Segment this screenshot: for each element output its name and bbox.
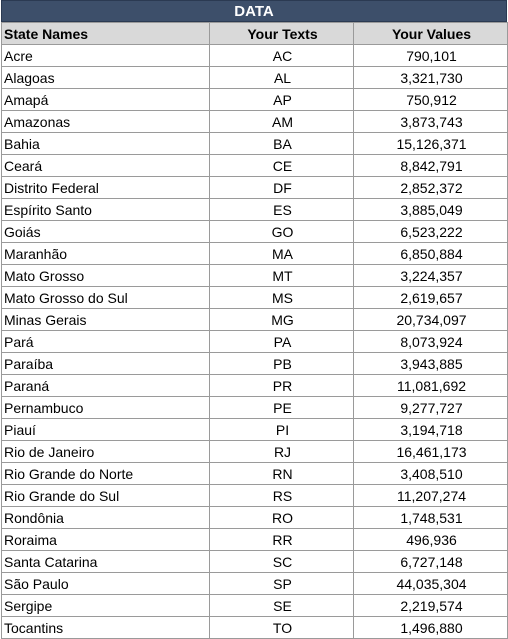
value-cell[interactable]: 790,101 [354, 45, 508, 67]
code-cell[interactable]: MS [210, 287, 354, 309]
value-cell[interactable]: 2,852,372 [354, 177, 508, 199]
state-cell[interactable]: Distrito Federal [2, 177, 210, 199]
value-cell[interactable]: 750,912 [354, 89, 508, 111]
code-cell[interactable]: AP [210, 89, 354, 111]
value-cell[interactable]: 15,126,371 [354, 133, 508, 155]
code-cell[interactable]: CE [210, 155, 354, 177]
header-row [2, 23, 508, 45]
value-cell[interactable]: 496,936 [354, 529, 508, 551]
table-row [2, 353, 508, 375]
code-cell[interactable]: ES [210, 199, 354, 221]
value-cell[interactable]: 8,842,791 [354, 155, 508, 177]
code-cell[interactable]: DF [210, 177, 354, 199]
state-cell[interactable]: Mato Grosso do Sul [2, 287, 210, 309]
table-row [2, 133, 508, 155]
code-cell[interactable]: PR [210, 375, 354, 397]
state-cell[interactable]: Goiás [2, 221, 210, 243]
code-cell[interactable]: SP [210, 573, 354, 595]
state-cell[interactable]: Roraima [2, 529, 210, 551]
value-cell[interactable]: 11,207,274 [354, 485, 508, 507]
code-cell[interactable]: RR [210, 529, 354, 551]
state-cell[interactable]: Sergipe [2, 595, 210, 617]
table-row [2, 243, 508, 265]
value-cell[interactable]: 2,219,574 [354, 595, 508, 617]
state-cell[interactable]: Rio Grande do Norte [2, 463, 210, 485]
code-cell[interactable]: MG [210, 309, 354, 331]
code-cell[interactable]: AM [210, 111, 354, 133]
state-cell[interactable]: Amazonas [2, 111, 210, 133]
code-cell[interactable]: SE [210, 595, 354, 617]
header-your-texts[interactable]: Your Texts [210, 23, 354, 45]
table-body [2, 45, 508, 639]
state-cell[interactable]: Ceará [2, 155, 210, 177]
state-cell[interactable]: Mato Grosso [2, 265, 210, 287]
table-row [2, 221, 508, 243]
value-cell[interactable]: 2,619,657 [354, 287, 508, 309]
code-cell[interactable]: SC [210, 551, 354, 573]
table-row [2, 617, 508, 639]
table-row [2, 111, 508, 133]
table-row [2, 67, 508, 89]
code-cell[interactable]: PA [210, 331, 354, 353]
state-cell[interactable]: São Paulo [2, 573, 210, 595]
table-row [2, 331, 508, 353]
code-cell[interactable]: PE [210, 397, 354, 419]
value-cell[interactable]: 8,073,924 [354, 331, 508, 353]
state-cell[interactable]: Tocantins [2, 617, 210, 639]
table-row [2, 485, 508, 507]
state-cell[interactable]: Santa Catarina [2, 551, 210, 573]
table-row [2, 265, 508, 287]
state-cell[interactable]: Paraíba [2, 353, 210, 375]
code-cell[interactable]: RJ [210, 441, 354, 463]
value-cell[interactable]: 3,885,049 [354, 199, 508, 221]
code-cell[interactable]: AL [210, 67, 354, 89]
table-row [2, 551, 508, 573]
code-cell[interactable]: RN [210, 463, 354, 485]
code-cell[interactable]: PB [210, 353, 354, 375]
table-row [2, 463, 508, 485]
state-cell[interactable]: Rondônia [2, 507, 210, 529]
table-row [2, 595, 508, 617]
table-row [2, 529, 508, 551]
state-cell[interactable]: Rio de Janeiro [2, 441, 210, 463]
value-cell[interactable]: 3,943,885 [354, 353, 508, 375]
state-cell[interactable]: Maranhão [2, 243, 210, 265]
value-cell[interactable]: 20,734,097 [354, 309, 508, 331]
table-row [2, 441, 508, 463]
table-row [2, 177, 508, 199]
table-row [2, 287, 508, 309]
code-cell[interactable]: MT [210, 265, 354, 287]
state-cell[interactable]: Amapá [2, 89, 210, 111]
state-cell[interactable]: Pernambuco [2, 397, 210, 419]
value-cell[interactable]: 11,081,692 [354, 375, 508, 397]
state-cell[interactable]: Acre [2, 45, 210, 67]
value-cell[interactable]: 3,408,510 [354, 463, 508, 485]
state-cell[interactable]: Paraná [2, 375, 210, 397]
table-row [2, 375, 508, 397]
value-cell[interactable]: 3,321,730 [354, 67, 508, 89]
table-row [2, 397, 508, 419]
data-sheet [1, 0, 507, 639]
code-cell[interactable]: RO [210, 507, 354, 529]
state-cell[interactable]: Pará [2, 331, 210, 353]
state-cell[interactable]: Bahia [2, 133, 210, 155]
table-row [2, 155, 508, 177]
code-cell[interactable]: GO [210, 221, 354, 243]
table-row [2, 507, 508, 529]
value-cell[interactable]: 3,194,718 [354, 419, 508, 441]
value-cell[interactable]: 3,224,357 [354, 265, 508, 287]
value-cell[interactable]: 1,496,880 [354, 617, 508, 639]
code-cell[interactable]: TO [210, 617, 354, 639]
state-cell[interactable]: Espírito Santo [2, 199, 210, 221]
value-cell[interactable]: 6,523,222 [354, 221, 508, 243]
state-cell[interactable]: Rio Grande do Sul [2, 485, 210, 507]
code-cell[interactable]: PI [210, 419, 354, 441]
header-state-names[interactable]: State Names [2, 23, 210, 45]
sheet-title: DATA [1, 0, 507, 22]
value-cell[interactable]: 44,035,304 [354, 573, 508, 595]
value-cell[interactable]: 6,727,148 [354, 551, 508, 573]
table-row [2, 309, 508, 331]
state-cell[interactable]: Piauí [2, 419, 210, 441]
value-cell[interactable]: 1,748,531 [354, 507, 508, 529]
value-cell[interactable]: 16,461,173 [354, 441, 508, 463]
data-table [1, 22, 508, 639]
header-your-values[interactable]: Your Values [354, 23, 508, 45]
value-cell[interactable]: 9,277,727 [354, 397, 508, 419]
code-cell[interactable]: MA [210, 243, 354, 265]
code-cell[interactable]: AC [210, 45, 354, 67]
code-cell[interactable]: BA [210, 133, 354, 155]
value-cell[interactable]: 3,873,743 [354, 111, 508, 133]
table-row [2, 419, 508, 441]
state-cell[interactable]: Alagoas [2, 67, 210, 89]
code-cell[interactable]: RS [210, 485, 354, 507]
value-cell[interactable]: 6,850,884 [354, 243, 508, 265]
state-cell[interactable]: Minas Gerais [2, 309, 210, 331]
table-row [2, 573, 508, 595]
table-row [2, 89, 508, 111]
table-row [2, 199, 508, 221]
table-row [2, 45, 508, 67]
